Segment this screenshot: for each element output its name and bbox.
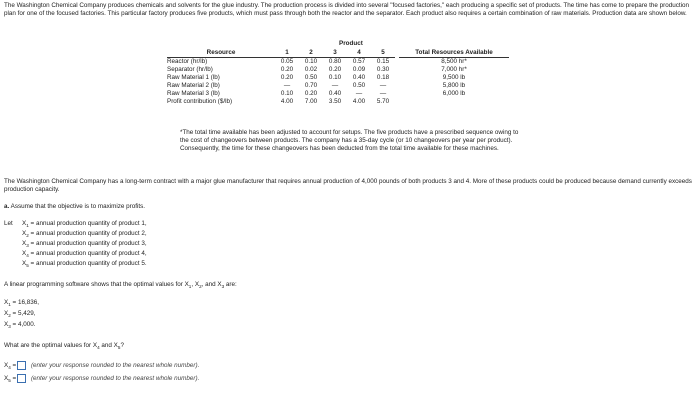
part-a-label: a. — [4, 203, 10, 210]
table-cell: 0.30 — [376, 66, 390, 73]
resource-name: Raw Material 2 (lb) — [167, 82, 220, 89]
resource-name: Profit contribution ($/lb) — [167, 98, 233, 105]
available-cell: 5,800 lb — [442, 82, 466, 89]
table-cell: 0.70 — [304, 82, 318, 89]
answer-row-x4: $X_4$ = (enter your response rounded to the nearest whole number). — [4, 362, 200, 370]
solution-x2: $X_2 = 5,429$, — [4, 310, 36, 318]
table-cell: 4.00 — [352, 98, 366, 105]
resource-name: Reactor (hr/lb) — [167, 58, 208, 65]
let-word: Let — [4, 220, 13, 227]
table-cell: 0.40 — [328, 90, 342, 97]
table-row — [167, 82, 509, 90]
product-number: 2 — [299, 49, 323, 58]
available-cell: 7,000 hr* — [441, 66, 467, 73]
table-cell: 0.20 — [328, 66, 342, 73]
part-a-text: Assume that the objective is to maximize profits. — [10, 203, 146, 210]
available-cell: 8,500 hr* — [441, 58, 467, 65]
product-number: 5 — [371, 49, 395, 58]
table-cell: 5.70 — [376, 98, 390, 105]
variable-definition: $X_4$ = annual production quantity of product 4, — [22, 250, 147, 258]
available-cell — [399, 98, 509, 106]
table-cell: 7.00 — [304, 98, 318, 105]
resource-name: Raw Material 1 (lb) — [167, 74, 220, 81]
table-row — [167, 74, 509, 82]
question-text: What are the optimal values for $X_4$ and $X_5$? — [4, 342, 124, 350]
table-cell: 4.00 — [280, 98, 294, 105]
table-footnote: *The total time available has been adjusted to account for setups. The five products have a prescribed sequence owing to the cost of changeovers between products. The company has a 35-day cycle (or 10 changeovers per year per product). Consequently, the time for these changeovers has been deducted from the total time available for these machines. — [180, 129, 519, 153]
answer-hint: (enter your response rounded to the nearest whole number). — [30, 362, 200, 370]
table-row — [167, 98, 509, 106]
part-a-line — [4, 203, 145, 211]
table-cell: 0.40 — [352, 74, 366, 81]
table-row — [167, 90, 509, 98]
x5-answer-input[interactable] — [17, 374, 26, 383]
table-cell: 0.20 — [280, 74, 294, 81]
table-cell: 3.50 — [328, 98, 342, 105]
variable-definition: $X_1$ = annual production quantity of product 1, — [22, 220, 147, 228]
available-cell: 9,500 lb — [442, 74, 466, 81]
resource-name: Raw Material 3 (lb) — [167, 90, 220, 97]
table-cell: 0.09 — [352, 66, 366, 73]
lp-statement: A linear programming software shows that the optimal values for $X_1$, $X_2$, and $X_3$ are: — [4, 281, 237, 289]
table-cell: — — [355, 90, 363, 97]
table-cell: — — [379, 90, 387, 97]
intro-paragraph: The Washington Chemical Company produces chemicals and solvents for the glue industry. The production process is divided into several "focused factories," each producing a specific set of products. The time has come to prepare the production plan for one of the focused factories. This particular factory produces five products, which must pass through both the reactor and the separator. Each product also requires a certain combination of raw materials. Production data are shown below. — [4, 2, 690, 17]
product-number: 3 — [323, 49, 347, 58]
table-cell: 0.18 — [376, 74, 390, 81]
variable-definition: $X_5$ = annual production quantity of product 5. — [22, 260, 147, 268]
answer-row-x5: $X_5$ = (enter your response rounded to the nearest whole number). — [4, 375, 200, 383]
table-header-row — [167, 49, 509, 58]
resource-name: Separator (hr/lb) — [167, 66, 213, 73]
product-number: 4 — [347, 49, 371, 58]
solution-x1: $X_1 = 16,836$, — [4, 299, 39, 307]
x4-answer-input[interactable] — [17, 361, 26, 370]
table-cell: 0.15 — [376, 58, 390, 65]
resource-header: Resource — [167, 49, 275, 58]
table-cell: 0.50 — [304, 74, 318, 81]
solution-x3: $X_3 = 4,000$. — [4, 321, 36, 329]
available-header: Total Resources Available — [399, 49, 509, 58]
table-row — [167, 58, 509, 67]
variable-definition: $X_2$ = annual production quantity of product 2, — [22, 230, 147, 238]
answer-hint: (enter your response rounded to the nearest whole number). — [30, 375, 200, 383]
product-number: 1 — [275, 49, 299, 58]
table-cell: 0.80 — [328, 58, 342, 65]
contract-paragraph: The Washington Chemical Company has a long-term contract with a major glue manufacturer that requires annual production of 4,000 pounds of both products 3 and 4. More of these products could be produced because demand currently exceeds production capacity. — [4, 178, 692, 193]
table-cell: — — [283, 82, 291, 89]
variable-definition: $X_3$ = annual production quantity of product 3, — [22, 240, 147, 248]
table-cell: 0.05 — [280, 58, 294, 65]
table-row — [167, 66, 509, 74]
table-cell: — — [379, 82, 387, 89]
table-cell: 0.50 — [352, 82, 366, 89]
table-cell: 0.20 — [280, 66, 294, 73]
table-cell: 0.02 — [304, 66, 318, 73]
available-cell: 6,000 lb — [442, 90, 466, 97]
table-cell: 0.10 — [280, 90, 294, 97]
table-cell: 0.20 — [304, 90, 318, 97]
production-data-table — [167, 49, 509, 106]
product-header: Product — [339, 40, 363, 47]
table-cell: 0.10 — [304, 58, 318, 65]
table-cell: 0.57 — [352, 58, 366, 65]
table-cell: 0.10 — [328, 74, 342, 81]
table-cell: — — [331, 82, 339, 89]
